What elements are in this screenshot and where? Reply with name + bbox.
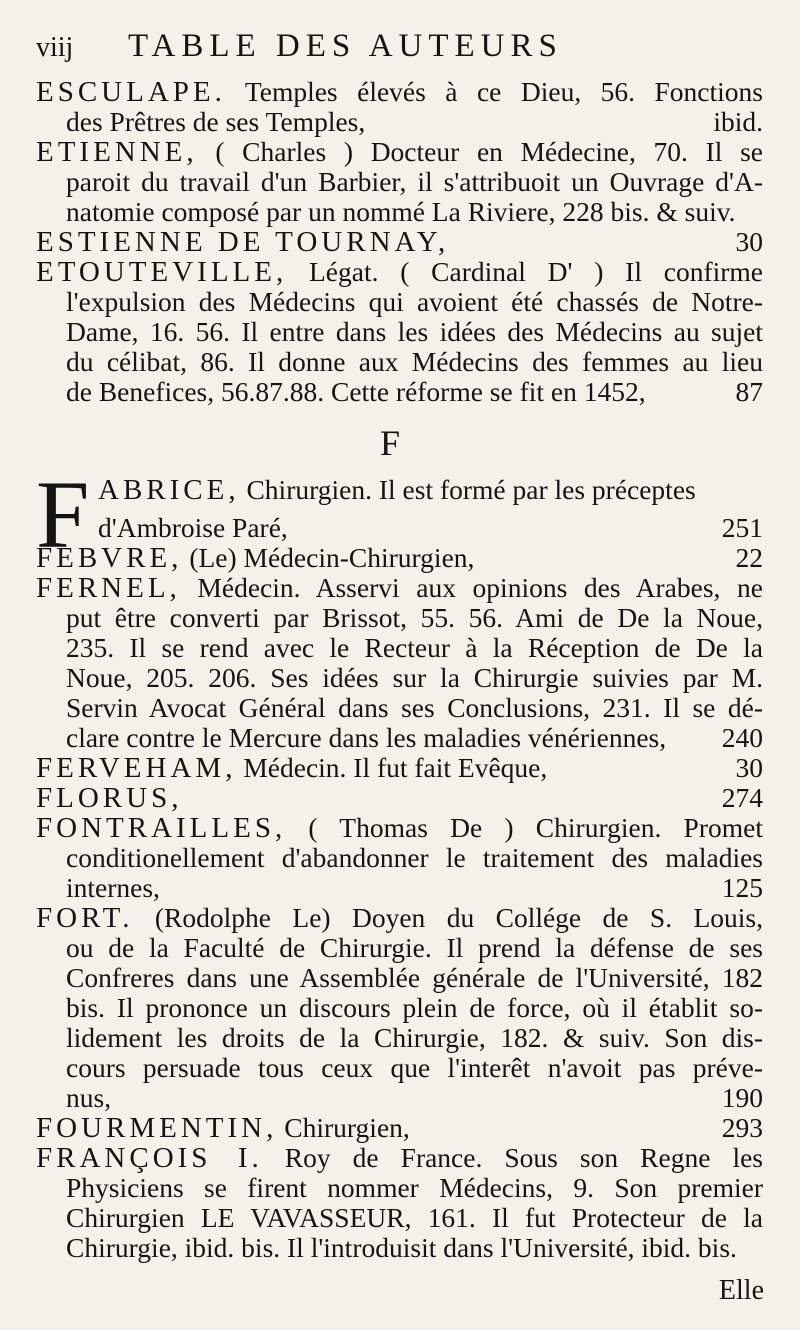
entry-text: Confreres dans une Assemblée générale de l'Université, 182	[66, 962, 763, 993]
running-title: TABLE DES AUTEURS	[128, 28, 563, 64]
entry-headword: ETIENNE,	[36, 136, 198, 168]
page-reference: 274	[721, 782, 763, 813]
page-reference: 30	[735, 752, 763, 783]
entry-headword: FONTRAILLES,	[36, 812, 287, 844]
entry-text: nus,	[66, 1082, 112, 1113]
entry-text: conditionellement d'abandonner le traitement des maladies	[66, 842, 763, 873]
entry-headword: ABRICE,	[98, 474, 240, 506]
entry-text: Chirurgien LE VAVASSEUR, 161. Il fut Protecteur de la	[66, 1202, 763, 1233]
entry-headword: FORT.	[36, 902, 134, 934]
folio: viij	[36, 32, 74, 63]
entry-text: Roy de France. Sous son Regne les	[262, 1142, 763, 1173]
entry-text: Médecin. Asservi aux opinions des Arabes, ne	[180, 572, 763, 603]
entry-text: ( Charles ) Docteur en Médecine, 70. Il se	[197, 136, 763, 167]
entry-text: l'expulsion des Médecins qui avoient été chassés de Notre-	[66, 286, 763, 317]
entry-text: natomie composé par un nommé La Riviere, 228 bis. & suiv.	[66, 196, 736, 227]
entry-text: Servin Avocat Général dans ses Conclusions, 231. Il se dé-	[66, 692, 763, 723]
entry-headword: ETOUTEVILLE,	[36, 256, 288, 288]
page-reference: 190	[721, 1082, 763, 1113]
entry-text: 235. Il se rend avec le Recteur à la Réception de De la	[66, 632, 763, 663]
entry-text: d'Ambroise Paré,	[98, 512, 288, 543]
page-reference: 240	[721, 722, 763, 753]
entry-text: (Le) Médecin-Chirurgien,	[182, 542, 475, 573]
entry-text: Médecin. Il fut fait Evêque,	[236, 752, 548, 783]
entry-text: clare contre le Mercure dans les maladies vénériennes,	[66, 722, 667, 753]
entry-text: paroit du travail d'un Barbier, il s'attribuoit un Ouvrage d'A-	[66, 166, 763, 197]
entry-text: bis. Il prononce un discours plein de force, où il établit so-	[66, 992, 763, 1023]
entry-text: (Rodolphe Le) Doyen du Collége de S. Louis,	[133, 902, 763, 933]
entry-headword: FRANÇOIS I.	[36, 1142, 263, 1174]
entry-text: cours persuade tous ceux que l'interêt n'avoit pas préve-	[66, 1052, 763, 1083]
entry-text: ou de la Faculté de Chirurgie. Il prend la défense de ses	[66, 932, 763, 963]
entry-headword: FERVEHAM,	[36, 752, 237, 784]
index-line	[66, 1228, 763, 1268]
entry-headword: FERNEL,	[36, 572, 181, 604]
entry-text: internes,	[66, 872, 160, 903]
entry-text: ( Thomas De ) Chirurgien. Promet	[286, 812, 763, 843]
entry-text: de Benefices, 56.87.88. Cette réforme se fit en 1452,	[66, 376, 646, 407]
entry-text: Noue, 205. 206. Ses idées sur la Chirurgie suivies par M.	[66, 662, 763, 693]
index-line	[66, 372, 763, 412]
entry-headword: FOURMENTIN,	[36, 1112, 278, 1144]
entry-text: Physiciens se firent nommer Médecins, 9. Son premier	[66, 1172, 763, 1203]
entry-text: put être converti par Brissot, 55. 56. Ami de De la Noue,	[66, 602, 763, 633]
entry-headword: ESTIENNE DE TOURNAY,	[36, 226, 450, 258]
entry-text: du célibat, 86. Il donne aux Médecins des femmes au lieu	[66, 346, 763, 377]
entry-text: Chirurgien. Il est formé par les préceptes	[239, 474, 696, 505]
page-reference: 293	[721, 1112, 763, 1143]
page-reference: 87	[735, 376, 763, 407]
entry-headword: ESCULAPE.	[36, 76, 226, 108]
entry-text: Chirurgien,	[277, 1112, 410, 1143]
page-header	[36, 28, 776, 68]
section-letter: F	[380, 423, 401, 463]
page-reference: 22	[735, 542, 763, 573]
entry-text: Dame, 16. 56. Il entre dans les idées des Médecins au sujet	[66, 316, 763, 347]
page-reference: 251	[721, 512, 763, 543]
entry-text: Temples élevés à ce Dieu, 56. Fonctions	[225, 76, 763, 107]
drop-cap: F	[36, 461, 90, 568]
page-reference: 125	[721, 872, 763, 903]
entry-text: lidement les droits de la Chirurgie, 182. & suiv. Son dis-	[66, 1022, 763, 1053]
index-line	[98, 470, 763, 510]
entry-headword: FEBVRE,	[36, 542, 183, 574]
catchword: Elle	[718, 1275, 764, 1306]
entry-headword: FLORUS,	[36, 782, 183, 814]
entry-text: des Prêtres de ses Temples,	[66, 106, 366, 137]
entry-text: Légat. ( Cardinal D' ) Il confirme	[287, 256, 763, 287]
page-reference: ibid.	[713, 106, 763, 137]
entry-text: Chirurgie, ibid. bis. Il l'introduisit dans l'Université, ibid. bis.	[66, 1232, 737, 1263]
page-reference: 30	[735, 226, 763, 257]
